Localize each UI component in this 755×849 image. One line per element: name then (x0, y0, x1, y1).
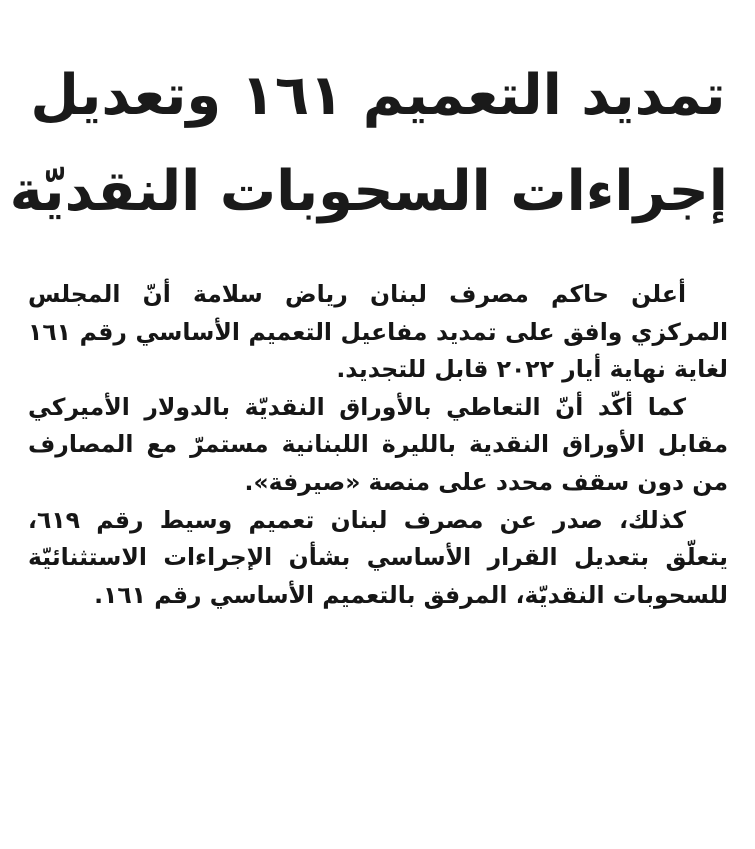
paragraph-circular-extension: أعلن حاكم مصرف لبنان رياض سلامة أنّ المجلس المركزي وافق على تمديد مفاعيل التعميم الأساسي رقم ١٦١ لغاية نهاية أيار ٢٠٢٢ قابل للتجديد. (28, 280, 728, 384)
news-article (9, 48, 728, 614)
paragraph-dollar-trading: كما أكّد أنّ التعاطي بالأوراق النقديّة بالدولار الأميركي مقابل الأوراق النقدية بالليرة اللبنانية مستمرّ مع المصارف من دون سقف محدد على منصة «صيرفة». (28, 392, 728, 496)
headline-line-2: إجراءات السحوبات النقديّة (9, 159, 728, 224)
headline-line-1: تمديد التعميم ١٦١ وتعديل (30, 63, 726, 128)
headline (9, 48, 728, 240)
article-body (28, 276, 728, 614)
paragraph-intermediate-circular: كذلك، صدر عن مصرف لبنان تعميم وسيط رقم ٦١٩، يتعلّق بتعديل القرار الأساسي بشأن الإجراءات الاستثنائيّة للسحوبات النقديّة، المرفق بالتعميم الأساسي رقم ١٦١. (28, 505, 728, 609)
